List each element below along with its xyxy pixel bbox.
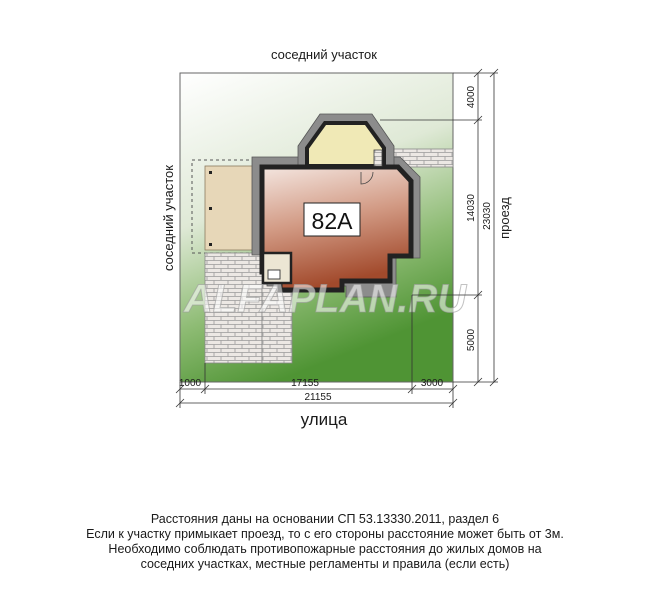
label-bottom-street: улица bbox=[300, 410, 348, 429]
door-steps bbox=[374, 150, 382, 166]
note-line-2: Если к участку примыкает проезд, то с его стороны расстояние может быть от 3м. bbox=[86, 527, 564, 541]
right-dimension-values bbox=[466, 85, 493, 351]
regulation-note bbox=[30, 512, 620, 572]
house-label: 82А bbox=[311, 208, 353, 234]
dim-right-total: 23030 bbox=[482, 202, 493, 230]
label-right-road: проезд bbox=[497, 197, 512, 239]
note-line-4: соседних участках, местные регламенты и правила (если есть) bbox=[140, 557, 510, 571]
dim-right-bottom: 5000 bbox=[466, 328, 477, 352]
dim-bottom-middle: 17155 bbox=[291, 378, 319, 389]
label-top-neighbor: соседний участок bbox=[271, 47, 377, 62]
label-left-neighbor: соседний участок bbox=[161, 165, 176, 271]
watermark: ALFAPLAN.RU bbox=[183, 277, 467, 321]
note-line-3: Необходимо соблюдать противопожарные расстояния до жилых домов на bbox=[108, 542, 542, 556]
dim-right-house: 14030 bbox=[466, 194, 477, 222]
dim-bottom-right: 3000 bbox=[420, 378, 444, 389]
note-line-1: Расстояния даны на основании СП 53.13330.2011, раздел 6 bbox=[150, 512, 500, 526]
dim-bottom-total: 21155 bbox=[304, 392, 332, 403]
dim-bottom-left: 1000 bbox=[178, 378, 202, 389]
dim-right-top: 4000 bbox=[466, 85, 477, 109]
bay-room bbox=[307, 123, 384, 166]
